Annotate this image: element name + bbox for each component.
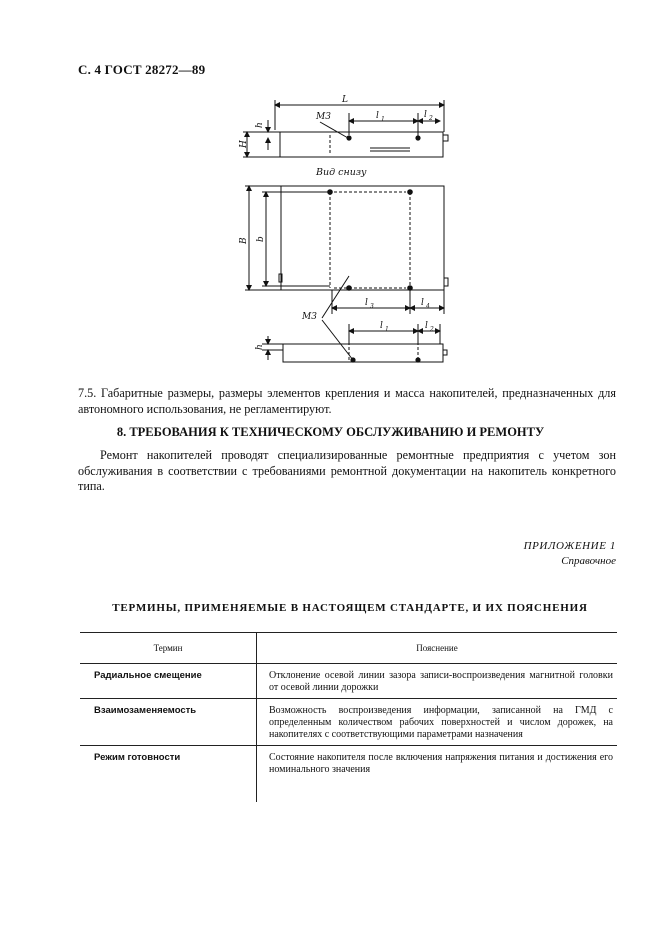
page-header: С. 4 ГОСТ 28272—89 xyxy=(78,62,206,77)
dim-b-label: b xyxy=(256,236,266,242)
technical-drawing xyxy=(0,0,661,380)
dim-m3-top-label: М3 xyxy=(316,112,331,122)
explanation-cell: Состояние накопителя после включения напряжения питания и достижения его номинального значения xyxy=(257,746,618,803)
table-header-row xyxy=(80,633,617,664)
view-bottom-caption: Вид снизу xyxy=(316,167,367,178)
dim-L-label: L xyxy=(342,95,348,105)
term-cell: Радиальное смещение xyxy=(80,664,257,699)
dim-l2-top-label: l xyxy=(424,110,427,120)
dim-l3-label: l xyxy=(365,298,368,308)
dim-B-label: B xyxy=(239,237,249,244)
table-row xyxy=(80,664,617,699)
dim-l2-bottom-sub: 2 xyxy=(430,326,434,333)
header-term: Термин xyxy=(80,633,257,664)
dim-l4-sub: 4 xyxy=(426,303,430,310)
table-row xyxy=(80,699,617,746)
dim-l1-top-label: l xyxy=(376,111,379,121)
dim-l2-bottom-label: l xyxy=(425,321,428,331)
section-8-title: 8. ТРЕБОВАНИЯ К ТЕХНИЧЕСКОМУ ОБСЛУЖИВАНИЮ И РЕМОНТУ xyxy=(116,425,545,439)
side-view-top xyxy=(243,100,448,157)
section-8-paragraph: Ремонт накопителей проводят специализированные ремонтные предприятия с учетом зон обслуживания в соответствии с требованиями ремонтной документации на накопитель конкретного типа. xyxy=(78,448,616,493)
appendix-title: ТЕРМИНЫ, ПРИМЕНЯЕМЫЕ В НАСТОЯЩЕМ СТАНДАРТЕ, И ИХ ПОЯСНЕНИЯ xyxy=(112,602,588,614)
term-cell: Режим готовности xyxy=(80,746,257,803)
appendix-sublabel: Справочное xyxy=(561,555,616,567)
dim-h-bottom-label: h xyxy=(255,344,265,350)
dim-l1-bottom-sub: 1 xyxy=(385,326,389,333)
dim-m3-bottom-label: М3 xyxy=(302,312,317,322)
header-explanation: Пояснение xyxy=(257,633,618,664)
dim-l1-top-sub: 1 xyxy=(381,116,385,123)
terms-table xyxy=(80,632,617,802)
explanation-cell: Возможность воспроизведения информации, записанной на ГМД с определенным количеством рабочих поверхностей и числом дорожек, на накопителях с соответствующими параметрами назначения xyxy=(257,699,618,746)
explanation-cell: Отклонение осевой линии зазора записи-воспроизведения магнитной головки от осевой линии дорожки xyxy=(269,670,613,693)
term-cell: Взаимозаменяемость xyxy=(80,699,257,746)
dim-l3-sub: 3 xyxy=(370,303,374,310)
section-7-5-paragraph: 7.5. Габаритные размеры, размеры элементов крепления и масса накопителей, предназначенных для автономного использования, не регламентируют. xyxy=(78,386,616,416)
dim-l1-bottom-label: l xyxy=(380,321,383,331)
table-row xyxy=(80,746,617,803)
dim-l2-top-sub: 2 xyxy=(429,115,433,122)
dim-H-label: H xyxy=(239,140,249,148)
bottom-view xyxy=(245,186,448,318)
appendix-label xyxy=(440,539,616,569)
dim-l4-label: l xyxy=(421,298,424,308)
side-view-bottom xyxy=(262,320,447,362)
dim-h-top-label: h xyxy=(255,122,265,128)
appendix-number: ПРИЛОЖЕНИЕ 1 xyxy=(523,540,616,552)
